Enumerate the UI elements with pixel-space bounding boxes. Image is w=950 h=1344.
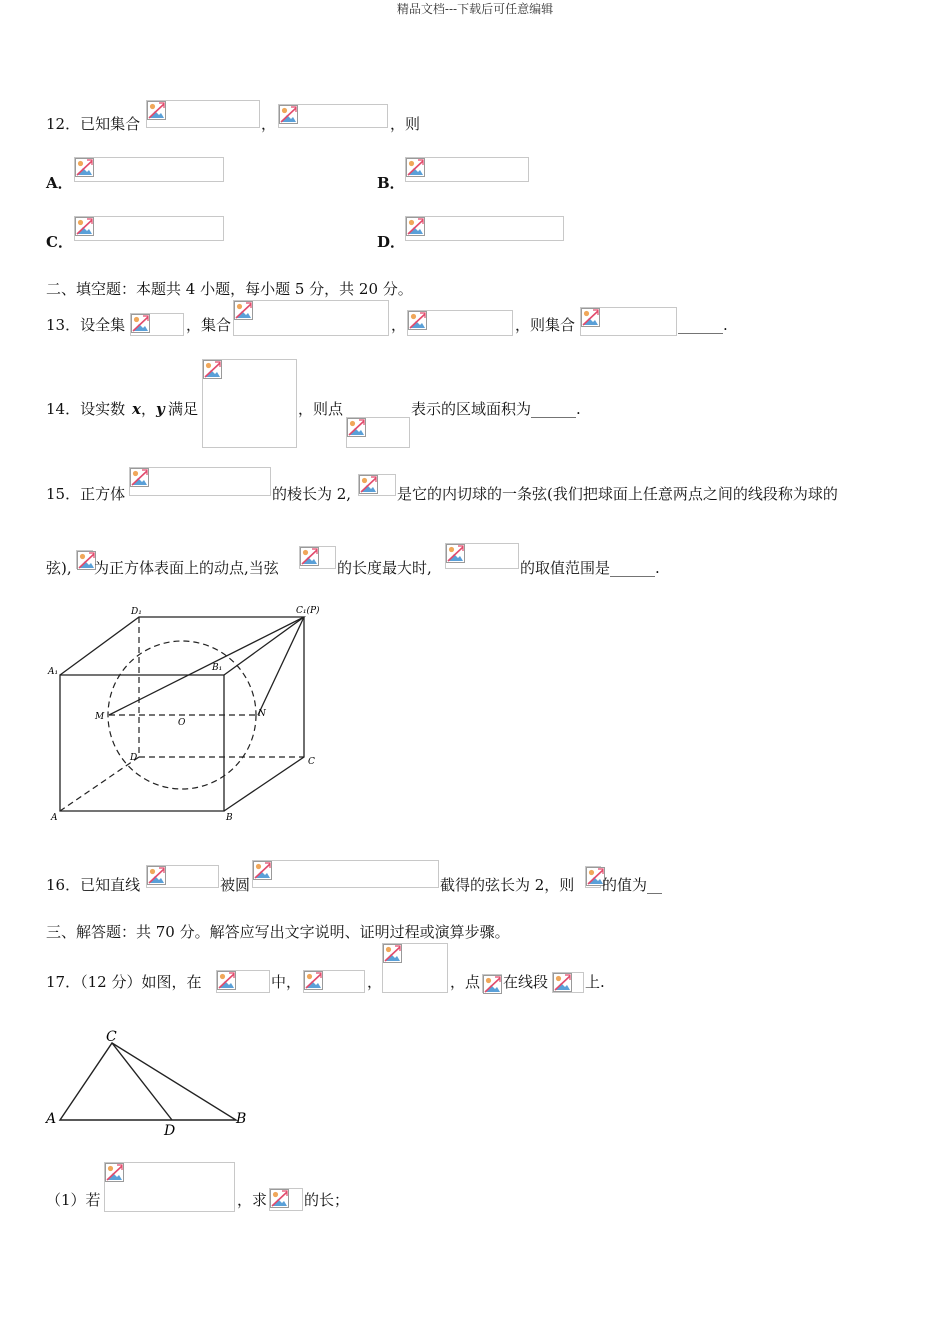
option-a-label: A．	[46, 174, 73, 192]
cube-label-n: N	[258, 709, 266, 719]
broken-image-icon	[217, 971, 236, 990]
q16-mid2: 截得的弦长为 2，则	[440, 876, 575, 894]
cube-label-m: M	[95, 712, 105, 722]
cube-label-b: B	[226, 813, 233, 823]
dot-product-formula	[445, 543, 519, 569]
q12-then: ，则	[390, 115, 421, 133]
triangle-label-d: D	[164, 1123, 176, 1139]
q15-prefix: 15．正方体	[46, 485, 126, 503]
chord-formula	[358, 474, 396, 496]
broken-image-icon	[253, 861, 272, 880]
cube-label-a1: A₁	[48, 667, 59, 677]
q16-suffix: 的值为__	[602, 876, 663, 894]
option-a-formula	[74, 157, 224, 182]
q15-mid1: 的棱长为 2,	[272, 485, 352, 503]
condition-formula	[104, 1162, 235, 1212]
triangle-figure	[40, 1025, 260, 1140]
side-formula	[303, 970, 365, 993]
segment-formula	[552, 972, 584, 993]
broken-image-icon	[406, 158, 425, 177]
cube-label-d: D	[130, 753, 138, 763]
formula-image	[278, 104, 388, 128]
q16-mid1: 被圆	[220, 876, 251, 894]
broken-image-icon	[581, 308, 600, 327]
option-b-formula	[405, 157, 529, 182]
broken-image-icon	[279, 105, 298, 124]
q12-comma: ，	[261, 115, 277, 133]
broken-image-icon	[359, 475, 378, 494]
triangle-label-c: C	[106, 1029, 117, 1045]
q17-mid3: 在线段	[503, 973, 549, 991]
broken-image-icon	[75, 217, 94, 236]
broken-image-icon	[131, 314, 150, 333]
broken-image-icon	[446, 544, 465, 563]
q14-mid: ，则点	[298, 400, 344, 418]
constraint-system-formula	[202, 359, 297, 448]
option-d-formula	[405, 216, 564, 241]
broken-image-icon	[553, 973, 572, 992]
formula-image	[233, 300, 389, 336]
broken-image-icon	[270, 1189, 289, 1208]
broken-image-icon	[203, 360, 222, 379]
broken-image-icon	[347, 418, 366, 437]
triangle-formula	[216, 970, 270, 993]
broken-image-icon	[147, 101, 166, 120]
q17-prefix: 17．（12 分）如图，在	[46, 973, 202, 991]
cube-label-a: A	[51, 813, 58, 823]
broken-image-icon	[483, 975, 502, 994]
cube-name-formula	[129, 467, 271, 496]
cube-label-o: O	[178, 718, 186, 728]
option-b-label: B．	[377, 174, 405, 192]
q17-sub1-mid: ，求	[237, 1191, 268, 1209]
q17-sub1-suffix: 的长；	[304, 1191, 350, 1209]
q14-comma: ，	[141, 400, 157, 418]
chord-formula	[299, 546, 336, 569]
circle-formula	[252, 860, 439, 888]
q15-line2d: 的取值范围是______.	[520, 559, 660, 577]
q13-mid1: ，集合	[186, 316, 232, 334]
point-p-formula	[76, 550, 93, 569]
q13-prefix: 13．设全集	[46, 316, 126, 334]
target-formula	[269, 1188, 303, 1211]
q17-suffix: 上.	[585, 973, 605, 991]
section-2-title: 二、填空题：本题共 4 小题，每小题 5 分，共 20 分。	[46, 280, 413, 298]
line-formula	[146, 865, 219, 888]
cube-label-b1: B₁	[212, 663, 223, 673]
broken-image-icon	[105, 1163, 124, 1182]
q13-blank: ______.	[678, 316, 728, 334]
point-formula	[346, 417, 410, 448]
q15-mid2: 是它的内切球的一条弦(我们把球面上任意两点之间的线段称为球的	[397, 485, 838, 503]
section-3-title: 三、解答题：共 70 分。解答应写出文字说明、证明过程或演算步骤。	[46, 923, 510, 941]
q14-satisfy: 满足	[168, 400, 199, 418]
broken-image-icon	[408, 311, 427, 330]
option-c-label: C．	[46, 233, 73, 251]
formula-image	[146, 100, 260, 128]
q13-mid2: ，则集合	[515, 316, 576, 334]
param-formula	[585, 866, 601, 888]
formula-image	[580, 307, 677, 336]
broken-image-icon	[304, 971, 323, 990]
option-d-label: D．	[377, 233, 406, 251]
triangle-label-b: B	[236, 1111, 247, 1127]
broken-image-icon	[300, 547, 319, 566]
page-header: 精品文档---下载后可任意编辑	[396, 2, 554, 16]
q17-sub1-prefix: （1）若	[46, 1191, 101, 1209]
q13-comma: ，	[391, 316, 407, 334]
q14-suffix: 表示的区域面积为______.	[411, 400, 581, 418]
q15-line2c: 的长度最大时,	[337, 559, 432, 577]
point-d-formula	[482, 974, 502, 993]
broken-image-icon	[147, 866, 166, 885]
q14-var-x: x	[132, 400, 141, 418]
q17-mid1: 中，	[271, 973, 302, 991]
q12-prefix: 12．已知集合	[46, 115, 141, 133]
q16-prefix: 16．已知直线	[46, 876, 141, 894]
broken-image-icon	[130, 468, 149, 487]
q15-line2a: 弦),	[46, 559, 72, 577]
broken-image-icon	[234, 301, 253, 320]
option-c-formula	[74, 216, 224, 241]
broken-image-icon	[383, 944, 402, 963]
q14-prefix: 14．设实数	[46, 400, 126, 418]
triangle-label-a: A	[46, 1111, 57, 1127]
q14-var-y: y	[156, 400, 165, 418]
cube-label-c1p: C₁(P)	[296, 606, 320, 616]
broken-image-icon	[75, 158, 94, 177]
formula-image	[130, 313, 184, 336]
q17-mid2: ，点	[450, 973, 481, 991]
broken-image-icon	[406, 217, 425, 236]
angle-formula	[382, 943, 448, 993]
cube-label-c: C	[308, 757, 315, 767]
q17-comma: ，	[367, 973, 383, 991]
formula-image	[407, 310, 513, 336]
cube-figure	[40, 600, 330, 830]
cube-label-d1: D₁	[131, 607, 142, 617]
q15-line2b: 为正方体表面上的动点,当弦	[94, 559, 279, 577]
